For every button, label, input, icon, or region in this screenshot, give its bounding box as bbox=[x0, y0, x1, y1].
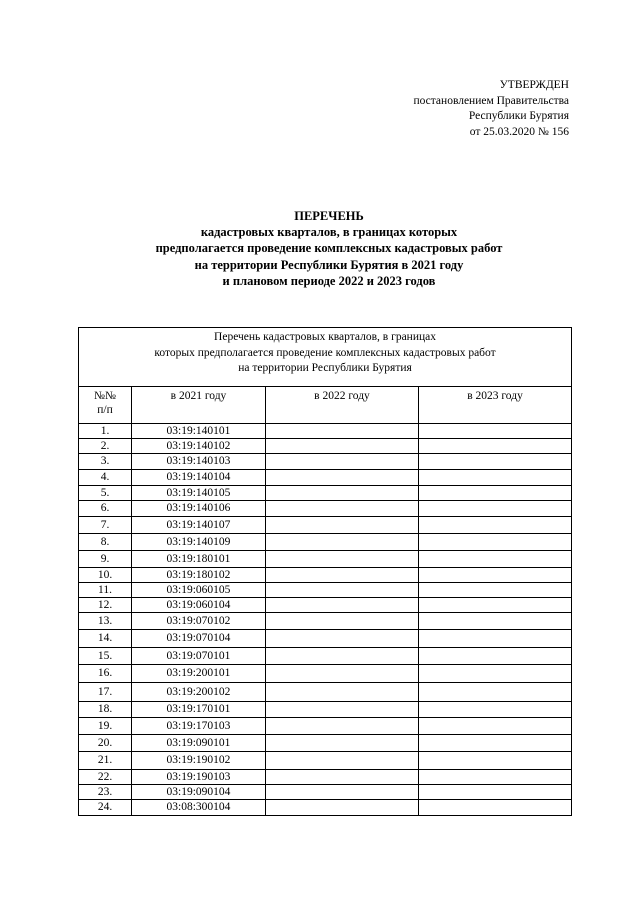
cell-2021: 03:19:140104 bbox=[132, 470, 266, 486]
header-2021: в 2021 году bbox=[132, 387, 266, 424]
cell-2021: 03:08:300104 bbox=[132, 800, 266, 816]
cell-2023 bbox=[419, 551, 572, 568]
cell-2023 bbox=[419, 486, 572, 501]
cell-2023 bbox=[419, 770, 572, 785]
cell-2021: 03:19:140102 bbox=[132, 439, 266, 454]
cell-2021: 03:19:190103 bbox=[132, 770, 266, 785]
cell-number: 23. bbox=[79, 785, 132, 800]
table-row bbox=[79, 735, 572, 752]
title-line-2: кадастровых кварталов, в границах которых bbox=[200, 225, 458, 240]
title-line-3: предполагается проведение комплексных кадастровых работ bbox=[155, 241, 503, 256]
table-row bbox=[79, 551, 572, 568]
cell-number: 11. bbox=[79, 583, 132, 598]
cell-2021: 03:19:170101 bbox=[132, 702, 266, 718]
cell-2021: 03:19:140103 bbox=[132, 454, 266, 470]
cell-2023 bbox=[419, 501, 572, 517]
cell-2022 bbox=[266, 683, 419, 702]
cell-2023 bbox=[419, 583, 572, 598]
cell-2022 bbox=[266, 752, 419, 770]
cell-2023 bbox=[419, 439, 572, 454]
approval-issuer-region: Республики Бурятия bbox=[468, 110, 569, 122]
cell-number: 9. bbox=[79, 551, 132, 568]
cell-2022 bbox=[266, 501, 419, 517]
cell-number: 7. bbox=[79, 517, 132, 534]
cell-number: 17. bbox=[79, 683, 132, 702]
table-row bbox=[79, 517, 572, 534]
cell-number: 15. bbox=[79, 648, 132, 665]
cell-number: 1. bbox=[79, 424, 132, 439]
cell-number: 4. bbox=[79, 470, 132, 486]
cell-2022 bbox=[266, 534, 419, 551]
cell-2022 bbox=[266, 583, 419, 598]
cell-2021: 03:19:070101 bbox=[132, 648, 266, 665]
table-caption bbox=[79, 328, 572, 387]
header-2022: в 2022 году bbox=[266, 387, 419, 424]
table-row bbox=[79, 648, 572, 665]
cell-number: 24. bbox=[79, 800, 132, 816]
cell-2021: 03:19:140109 bbox=[132, 534, 266, 551]
cell-2021: 03:19:200102 bbox=[132, 683, 266, 702]
cell-2022 bbox=[266, 648, 419, 665]
cell-2022 bbox=[266, 770, 419, 785]
table-row bbox=[79, 439, 572, 454]
title-line-5: и плановом периоде 2022 и 2023 годов bbox=[222, 273, 436, 288]
cell-number: 22. bbox=[79, 770, 132, 785]
cell-2022 bbox=[266, 454, 419, 470]
cell-2023 bbox=[419, 517, 572, 534]
table-row bbox=[79, 470, 572, 486]
cell-2021: 03:19:090104 bbox=[132, 785, 266, 800]
cell-2023 bbox=[419, 648, 572, 665]
cell-number: 10. bbox=[79, 568, 132, 583]
cell-number: 19. bbox=[79, 718, 132, 735]
cell-2022 bbox=[266, 486, 419, 501]
cell-2021: 03:19:140107 bbox=[132, 517, 266, 534]
cell-2022 bbox=[266, 551, 419, 568]
cell-number: 8. bbox=[79, 534, 132, 551]
cell-number: 5. bbox=[79, 486, 132, 501]
cell-2021: 03:19:200101 bbox=[132, 665, 266, 683]
cell-2022 bbox=[266, 470, 419, 486]
header-number-line-2: п/п bbox=[97, 404, 113, 416]
table-row bbox=[79, 800, 572, 816]
table-caption-line-2: которых предполагается проведение комплексных кадастровых работ bbox=[154, 346, 496, 359]
cell-2023 bbox=[419, 630, 572, 648]
cell-2023 bbox=[419, 470, 572, 486]
cell-2022 bbox=[266, 735, 419, 752]
cadastral-quarters-table bbox=[78, 327, 572, 816]
table-row bbox=[79, 665, 572, 683]
cell-2023 bbox=[419, 683, 572, 702]
cell-2021: 03:19:140105 bbox=[132, 486, 266, 501]
cell-2023 bbox=[419, 568, 572, 583]
cell-2022 bbox=[266, 702, 419, 718]
cell-2022 bbox=[266, 785, 419, 800]
header-2023: в 2023 году bbox=[419, 387, 572, 424]
cell-2021: 03:19:180102 bbox=[132, 568, 266, 583]
approval-date-number: от 25.03.2020 № 156 bbox=[469, 125, 569, 138]
cell-2021: 03:19:170103 bbox=[132, 718, 266, 735]
cell-2021: 03:19:070102 bbox=[132, 613, 266, 630]
cell-2023 bbox=[419, 702, 572, 718]
cell-number: 12. bbox=[79, 598, 132, 613]
cell-number: 14. bbox=[79, 630, 132, 648]
header-number-line-1: №№ bbox=[94, 390, 116, 402]
cell-2023 bbox=[419, 613, 572, 630]
table-row bbox=[79, 613, 572, 630]
cell-2022 bbox=[266, 800, 419, 816]
cell-2022 bbox=[266, 598, 419, 613]
cell-2022 bbox=[266, 718, 419, 735]
cell-number: 20. bbox=[79, 735, 132, 752]
title-line-1: ПЕРЕЧЕНЬ bbox=[294, 209, 364, 223]
approval-block bbox=[413, 78, 569, 140]
cell-2022 bbox=[266, 613, 419, 630]
table-row bbox=[79, 702, 572, 718]
table-row bbox=[79, 534, 572, 551]
table-row bbox=[79, 424, 572, 439]
table-row bbox=[79, 752, 572, 770]
cell-2021: 03:19:140101 bbox=[132, 424, 266, 439]
cell-number: 3. bbox=[79, 454, 132, 470]
approval-issuer-line: постановлением Правительства bbox=[413, 94, 569, 107]
cell-number: 6. bbox=[79, 501, 132, 517]
cell-2023 bbox=[419, 718, 572, 735]
document-title bbox=[0, 208, 640, 289]
cell-2021: 03:19:190102 bbox=[132, 752, 266, 770]
table-row bbox=[79, 718, 572, 735]
cell-2023 bbox=[419, 424, 572, 439]
cell-2022 bbox=[266, 630, 419, 648]
cell-2022 bbox=[266, 665, 419, 683]
cell-2021: 03:19:180101 bbox=[132, 551, 266, 568]
cell-2022 bbox=[266, 424, 419, 439]
cell-2023 bbox=[419, 800, 572, 816]
cell-2022 bbox=[266, 439, 419, 454]
cell-2023 bbox=[419, 598, 572, 613]
table-row bbox=[79, 683, 572, 702]
table-row bbox=[79, 598, 572, 613]
table-row bbox=[79, 454, 572, 470]
cell-number: 21. bbox=[79, 752, 132, 770]
table-row bbox=[79, 486, 572, 501]
cell-2023 bbox=[419, 665, 572, 683]
cell-2021: 03:19:070104 bbox=[132, 630, 266, 648]
cell-2021: 03:19:060105 bbox=[132, 583, 266, 598]
table-row bbox=[79, 770, 572, 785]
table-row bbox=[79, 583, 572, 598]
cell-2021: 03:19:140106 bbox=[132, 501, 266, 517]
header-number bbox=[79, 387, 132, 424]
cell-number: 16. bbox=[79, 665, 132, 683]
cell-2022 bbox=[266, 568, 419, 583]
table-row bbox=[79, 785, 572, 800]
cell-2023 bbox=[419, 735, 572, 752]
cell-number: 2. bbox=[79, 439, 132, 454]
cell-2023 bbox=[419, 454, 572, 470]
cell-2021: 03:19:060104 bbox=[132, 598, 266, 613]
table-row bbox=[79, 501, 572, 517]
table-row bbox=[79, 568, 572, 583]
cell-2022 bbox=[266, 517, 419, 534]
cell-2021: 03:19:090101 bbox=[132, 735, 266, 752]
cell-number: 13. bbox=[79, 613, 132, 630]
cell-2023 bbox=[419, 785, 572, 800]
cell-2023 bbox=[419, 534, 572, 551]
cell-number: 18. bbox=[79, 702, 132, 718]
title-line-4: на территории Республики Бурятия в 2021 году bbox=[194, 257, 464, 272]
cell-2023 bbox=[419, 752, 572, 770]
table-row bbox=[79, 630, 572, 648]
table-caption-line-1: Перечень кадастровых кварталов, в границах bbox=[214, 331, 436, 343]
table-caption-line-3: на территории Республики Бурятия bbox=[238, 362, 412, 374]
approval-status: УТВЕРЖДЕН bbox=[499, 79, 569, 91]
